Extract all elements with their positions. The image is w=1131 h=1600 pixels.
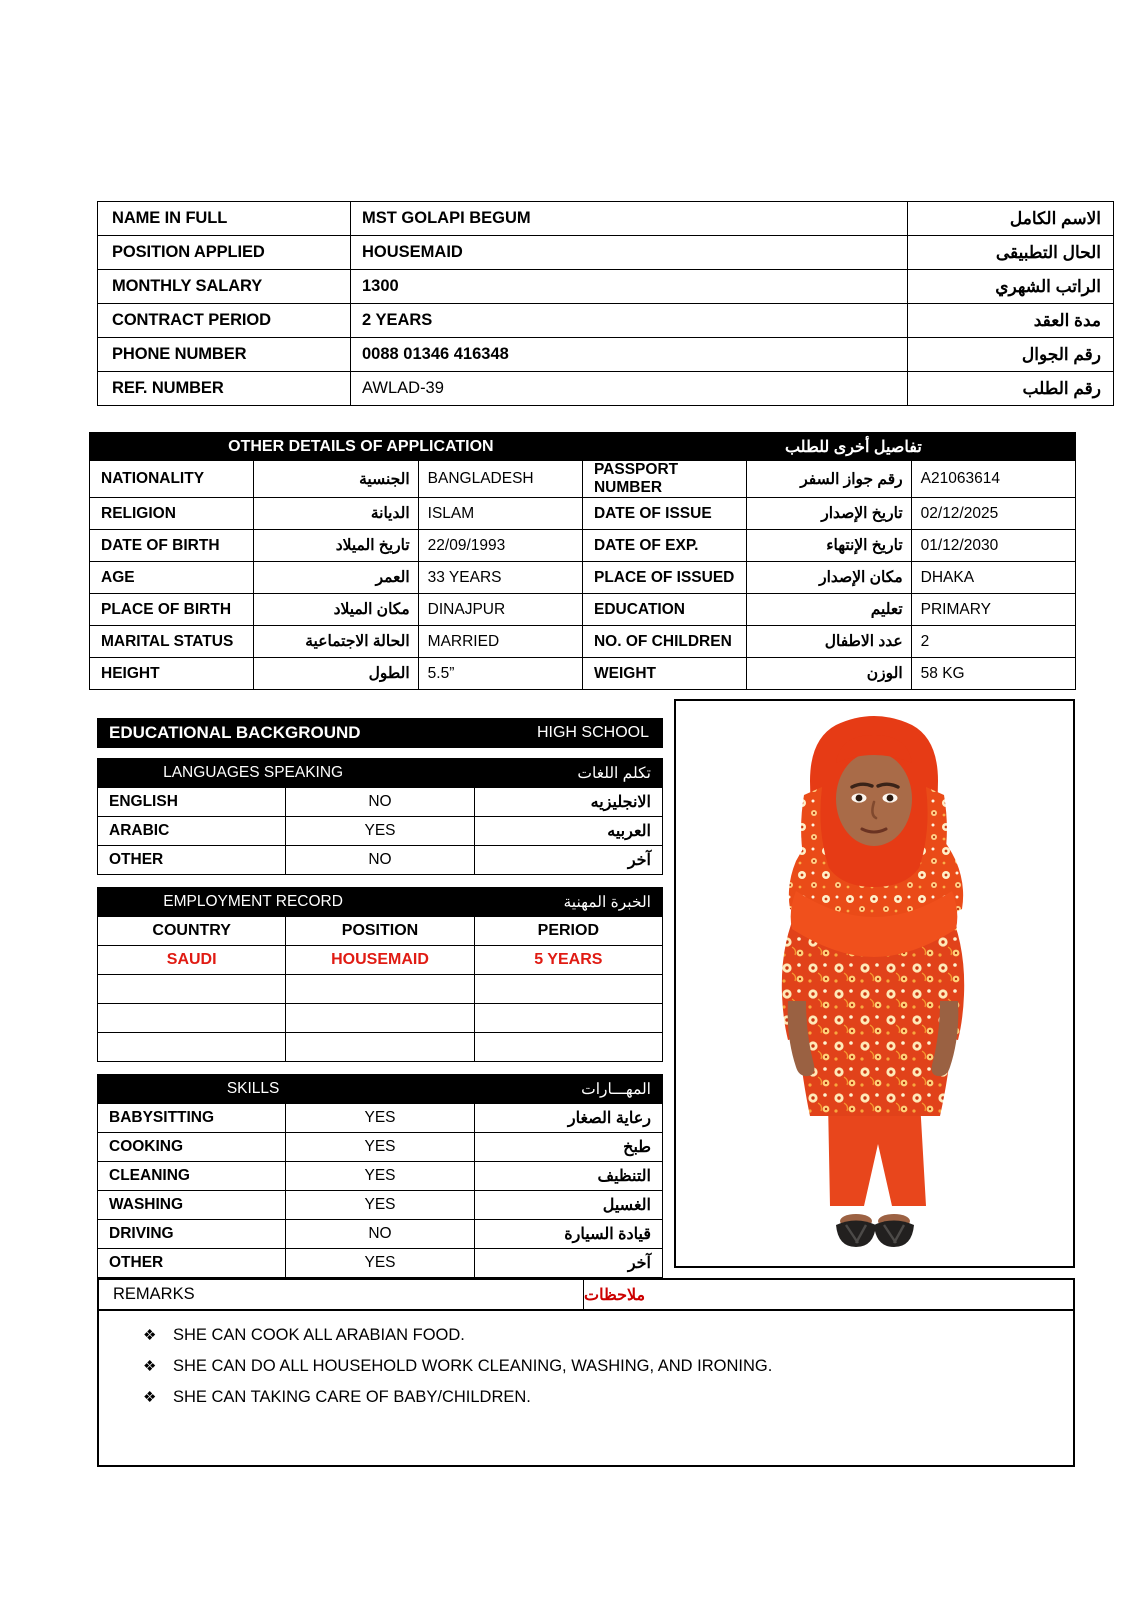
diamond-bullet-icon: ❖	[143, 1389, 157, 1406]
header-arabic-ref: رقم الطلب	[908, 372, 1114, 406]
detail-value-children: 2	[911, 626, 1075, 658]
header-label-position: POSITION APPLIED	[98, 236, 351, 270]
skill-name-other: OTHER	[98, 1249, 286, 1278]
employment-band-cell	[98, 888, 663, 917]
detail-value-weight: 58 KG	[911, 658, 1075, 690]
table-row	[98, 270, 1114, 304]
detail-value-religion: ISLAM	[418, 498, 582, 530]
detail-arabic-passport: رقم جواز السفر	[747, 461, 911, 498]
detail-arabic-children: عدد الاطفال	[747, 626, 911, 658]
detail-label-nationality: NATIONALITY	[90, 461, 254, 498]
employment-position-3	[286, 1004, 474, 1033]
skill-name-babysitting: BABYSITTING	[98, 1104, 286, 1133]
detail-arabic-height: الطول	[254, 658, 418, 690]
detail-arabic-education: تعليم	[747, 594, 911, 626]
table-row	[98, 788, 663, 817]
detail-arabic-weight: الوزن	[747, 658, 911, 690]
table-row	[98, 817, 663, 846]
detail-arabic-nationality: الجنسية	[254, 461, 418, 498]
table-row	[98, 304, 1114, 338]
employment-country-3	[98, 1004, 286, 1033]
employment-header-row	[98, 917, 663, 946]
remark-text-3: SHE CAN TAKING CARE OF BABY/CHILDREN.	[173, 1388, 531, 1406]
remarks-section	[97, 1278, 1075, 1467]
employment-col-country: COUNTRY	[98, 917, 286, 946]
skill-arabic-washing: الغسيل	[474, 1191, 662, 1220]
detail-label-date-issue: DATE OF ISSUE	[582, 498, 746, 530]
detail-arabic-religion: الديانة	[254, 498, 418, 530]
detail-label-place-birth: PLACE OF BIRTH	[90, 594, 254, 626]
skill-arabic-cooking: طبخ	[474, 1133, 662, 1162]
detail-arabic-date-issue: تاريخ الإصدار	[747, 498, 911, 530]
language-value-other: NO	[286, 846, 474, 875]
skills-table	[97, 1074, 663, 1278]
table-row	[98, 202, 1114, 236]
table-row	[98, 1162, 663, 1191]
list-item	[99, 1351, 1073, 1382]
skill-name-cooking: COOKING	[98, 1133, 286, 1162]
educational-background-value: HIGH SCHOOL	[536, 724, 649, 741]
detail-arabic-age: العمر	[254, 562, 418, 594]
detail-label-marital: MARITAL STATUS	[90, 626, 254, 658]
table-row	[98, 372, 1114, 406]
table-row	[98, 1033, 663, 1062]
skill-value-driving: NO	[286, 1220, 474, 1249]
skill-name-driving: DRIVING	[98, 1220, 286, 1249]
table-row	[98, 338, 1114, 372]
skills-band	[98, 1075, 663, 1104]
detail-value-marital: MARRIED	[418, 626, 582, 658]
other-details-band-cell	[90, 433, 1076, 461]
employment-band	[98, 888, 663, 917]
language-value-english: NO	[286, 788, 474, 817]
header-arabic-phone: رقم الجوال	[908, 338, 1114, 372]
header-value-salary: 1300	[351, 270, 908, 304]
detail-value-dob: 22/09/1993	[418, 530, 582, 562]
detail-value-passport: A21063614	[911, 461, 1075, 498]
language-arabic-other: آخر	[474, 846, 662, 875]
detail-label-passport: PASSPORT NUMBER	[582, 461, 746, 498]
employment-country-2	[98, 975, 286, 1004]
detail-arabic-date-exp: تاريخ الإنتهاء	[747, 530, 911, 562]
table-row	[98, 1133, 663, 1162]
detail-value-age: 33 YEARS	[418, 562, 582, 594]
employment-period-1: 5 YEARS	[474, 946, 662, 975]
languages-band-en: LANGUAGES SPEAKING	[163, 764, 344, 781]
employment-position-4	[286, 1033, 474, 1062]
table-row	[98, 975, 663, 1004]
skill-value-washing: YES	[286, 1191, 474, 1220]
skills-band-en: SKILLS	[226, 1080, 280, 1097]
detail-label-place-issued: PLACE OF ISSUED	[582, 562, 746, 594]
applicant-photo	[674, 699, 1075, 1268]
diamond-bullet-icon: ❖	[143, 1358, 157, 1375]
skill-arabic-other: آخر	[474, 1249, 662, 1278]
remarks-header	[99, 1280, 1073, 1311]
educational-background-title: EDUCATIONAL BACKGROUND	[109, 723, 361, 742]
language-name-english: ENGLISH	[98, 788, 286, 817]
language-name-arabic: ARABIC	[98, 817, 286, 846]
skills-band-cell	[98, 1075, 663, 1104]
header-arabic-name: الاسم الكامل	[908, 202, 1114, 236]
table-row	[90, 461, 1076, 498]
employment-band-ar: الخبرة المهنية	[563, 893, 651, 911]
skill-name-washing: WASHING	[98, 1191, 286, 1220]
table-row	[98, 1249, 663, 1278]
remarks-title: REMARKS	[99, 1280, 584, 1309]
employment-col-period: PERIOD	[474, 917, 662, 946]
detail-label-education: EDUCATION	[582, 594, 746, 626]
header-value-ref: AWLAD-39	[351, 372, 908, 406]
detail-value-date-exp: 01/12/2030	[911, 530, 1075, 562]
table-row	[98, 1004, 663, 1033]
header-arabic-position: الحال التطبيقى	[908, 236, 1114, 270]
detail-value-height: 5.5”	[418, 658, 582, 690]
table-row	[90, 594, 1076, 626]
detail-label-age: AGE	[90, 562, 254, 594]
languages-band	[98, 759, 663, 788]
detail-arabic-marital: الحالة الاجتماعية	[254, 626, 418, 658]
table-row	[90, 530, 1076, 562]
detail-value-education: PRIMARY	[911, 594, 1075, 626]
skill-arabic-babysitting: رعاية الصغار	[474, 1104, 662, 1133]
header-value-phone: 0088 01346 416348	[351, 338, 908, 372]
detail-arabic-place-birth: مكان الميلاد	[254, 594, 418, 626]
header-label-name: NAME IN FULL	[98, 202, 351, 236]
skill-value-cooking: YES	[286, 1133, 474, 1162]
skill-name-cleaning: CLEANING	[98, 1162, 286, 1191]
employment-country-4	[98, 1033, 286, 1062]
header-value-name: MST GOLAPI BEGUM	[351, 202, 908, 236]
table-row	[98, 846, 663, 875]
detail-label-dob: DATE OF BIRTH	[90, 530, 254, 562]
language-arabic-english: الانجليزيه	[474, 788, 662, 817]
employment-country-1: SAUDI	[98, 946, 286, 975]
language-name-other: OTHER	[98, 846, 286, 875]
table-row	[98, 1191, 663, 1220]
header-value-position: HOUSEMAID	[351, 236, 908, 270]
table-row	[98, 1220, 663, 1249]
detail-label-children: NO. OF CHILDREN	[582, 626, 746, 658]
header-label-phone: PHONE NUMBER	[98, 338, 351, 372]
employment-position-1: HOUSEMAID	[286, 946, 474, 975]
detail-value-place-issued: DHAKA	[911, 562, 1075, 594]
skill-arabic-driving: قيادة السيارة	[474, 1220, 662, 1249]
detail-value-nationality: BANGLADESH	[418, 461, 582, 498]
remarks-body	[99, 1311, 1073, 1465]
employment-band-en: EMPLOYMENT RECORD	[163, 893, 343, 910]
list-item	[99, 1382, 1073, 1413]
skill-value-babysitting: YES	[286, 1104, 474, 1133]
language-arabic-arabic: العربيه	[474, 817, 662, 846]
employment-col-position: POSITION	[286, 917, 474, 946]
employment-record-table	[97, 887, 663, 1062]
detail-arabic-dob: تاريخ الميلاد	[254, 530, 418, 562]
diamond-bullet-icon: ❖	[143, 1327, 157, 1344]
table-row	[98, 946, 663, 975]
language-value-arabic: YES	[286, 817, 474, 846]
other-details-table	[89, 432, 1076, 690]
header-value-contract: 2 YEARS	[351, 304, 908, 338]
employment-period-4	[474, 1033, 662, 1062]
detail-value-place-birth: DINAJPUR	[418, 594, 582, 626]
detail-value-date-issue: 02/12/2025	[911, 498, 1075, 530]
table-row	[98, 236, 1114, 270]
languages-band-cell	[98, 759, 663, 788]
languages-table	[97, 758, 663, 875]
header-arabic-contract: مدة العقد	[908, 304, 1114, 338]
skill-value-other: YES	[286, 1249, 474, 1278]
list-item	[99, 1320, 1073, 1351]
header-label-contract: CONTRACT PERIOD	[98, 304, 351, 338]
header-arabic-salary: الراتب الشهري	[908, 270, 1114, 304]
table-row	[90, 498, 1076, 530]
educational-background-band	[97, 718, 663, 748]
other-details-band-en: OTHER DETAILS OF APPLICATION	[228, 437, 494, 455]
skills-band-ar: المهـــارات	[581, 1080, 651, 1098]
other-details-band	[90, 433, 1076, 461]
employment-period-2	[474, 975, 662, 1004]
table-row	[90, 562, 1076, 594]
detail-arabic-place-issued: مكان الإصدار	[747, 562, 911, 594]
skill-arabic-cleaning: التنظيف	[474, 1162, 662, 1191]
applicant-header-table	[97, 201, 1114, 406]
skill-value-cleaning: YES	[286, 1162, 474, 1191]
header-label-ref: REF. NUMBER	[98, 372, 351, 406]
detail-label-height: HEIGHT	[90, 658, 254, 690]
employment-position-2	[286, 975, 474, 1004]
header-label-salary: MONTHLY SALARY	[98, 270, 351, 304]
table-row	[90, 626, 1076, 658]
other-details-band-ar: تفاصيل أخرى للطلب	[784, 438, 922, 456]
detail-label-weight: WEIGHT	[582, 658, 746, 690]
remark-text-2: SHE CAN DO ALL HOUSEHOLD WORK CLEANING, WASHING, AND IRONING.	[173, 1357, 773, 1375]
remark-text-1: SHE CAN COOK ALL ARABIAN FOOD.	[173, 1326, 465, 1344]
detail-label-date-exp: DATE OF EXP.	[582, 530, 746, 562]
table-row	[90, 658, 1076, 690]
languages-band-ar: تكلم اللغات	[577, 764, 651, 782]
employment-period-3	[474, 1004, 662, 1033]
detail-label-religion: RELIGION	[90, 498, 254, 530]
remarks-title-arabic: ملاحظات	[584, 1286, 646, 1304]
table-row	[98, 1104, 663, 1133]
